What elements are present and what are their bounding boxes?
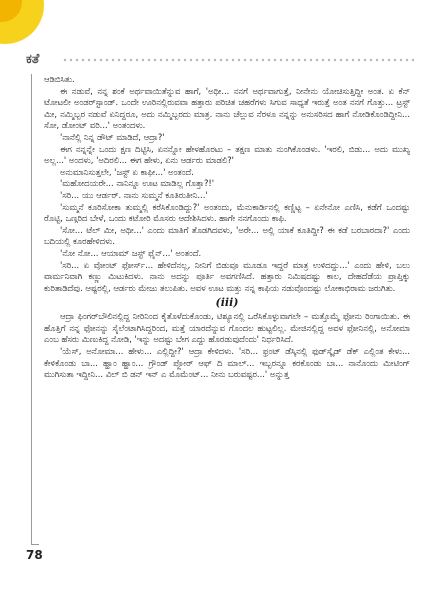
paragraph: 'ಮಹೋದಯರೇ... ನಾನಿನ್ನೂ ಊಟ ಮಾಡಿಲ್ಲ ಗೊತ್ತಾ?!' (60, 178, 215, 189)
paragraphs-after (44, 311, 410, 381)
paragraphs-before (44, 74, 410, 294)
paragraph: 'ಸರಿ... ಯು ಆರ್ಡರ್. ನಾನು ಸುಮ್ಮನೆ ಕೂತಿರುತೀನಿ...' (60, 189, 208, 200)
paragraph: 'ನೋ ನೋ... ಆಯಾಮ್ ಜಸ್ಟ್ ಫೈನ್...' ಅಂತಂದೆ. (60, 247, 202, 258)
margin-rule-end (31, 544, 39, 545)
paragraph: ಆದ್ರಾ ಫಿಂಗರ್‌ಬೌಲಿನಲ್ಲಿದ್ದ ನೀರಿನಿಂದ ಕೈತೊಳೆದುಕೊಂಡು, ಟಿಶ್ಯೂನಲ್ಲಿ ಒರೆಸಿಕೊಳ್ಳುವಾಗಲೇ – ಮತ್ತೊಮ್ಮೆ ಫೋನು ರಿಂಗಾಯಿತು. ಈ ಹೊತ್ತಿಗೆ ನನ್ನ ಫೋನನ್ನು ಸೈಲೆಂಟಾಗಿಸಿದ್ದರಿಂದ, ಮತ್ತೆ ಯಾರದೆನ್ನುವ ಗೊಂದಲ ಹುಟ್ಟಲಿಲ್ಲ. ಮೇಜಿನಲ್ಲಿದ್ದ ಅವಳ ಫೋನಿನಲ್ಲಿ, ಅನೋಮಾ ಎಂಬ ಹೆಸರು ಮಿಣುಕಿದ್ದ ನೋಡಿ, 'ಇನ್ನು ಅದಷ್ಟು ಬೇಗ ಎದ್ದು ಹೊರಡುವುದೆಂದು' ನಿರ್ಧರಿಸಿದೆ. (44, 311, 410, 345)
paragraph: ಅನುಮಾನಿಸುತ್ತಲೇ, 'ಜಸ್ಟ್ ಏ ಕಾಫೀ...' ಅಂತಂದೆ. (60, 166, 194, 177)
margin-rule (31, 74, 32, 544)
page-number: 78 (26, 548, 43, 562)
paragraph: ಈಗ ನನ್ನನ್ನೇ ಒಂದು ಕ್ಷಣ ದಿಟ್ಟಿಸಿ, ಏನನ್ನೋ ಹೇಳಹೊರಟು – ತಕ್ಷಣ ಮಾತು ನುಂಗಿಕೊಂಡಳು. 'ಇರಲಿ, ಬಿಡು... ಅದು ಮುಖ್ಯ ಅಲ್ಲ...' ಅಂದಳು, 'ಅದಿರಲಿ... ಈಗ ಹೇಳು, ಏನು ಆರ್ಡರು ಮಾಡಲಿ?' (44, 143, 410, 166)
paragraph: ಈ ನಡುವೆ, ನನ್ನ ಶಂಕೆ ಅರ್ಥವಾಯಿತೆನ್ನುವ ಹಾಗೆ, 'ಅಥೀ... ನನಗೆ ಅರ್ಥವಾಗುತ್ತೆ, ನೀನೇನು ಯೋಚಿಸುತ್ತಿದ್ದೀ ಅಂತ. ಏ ಕೆನ್ ಟೋಟಲೀ ಅಂಡರ್‌ಸ್ಟಾಂಡ್. ಒಂದೇ ಊರಿನಲ್ಲಿರುವವಾ ಹತ್ತಾರು ಪರಿಚಿತ ಚಹರೆಗಳು ಸಿಗುವ ಸಾಧ್ಯತೆ ಇರುತ್ತೆ ಅಂತ ನನಗೆ ಗೊತ್ತು... ಟ್ರಸ್ಟ್ ಮೀ, ನಮ್ಮಿಬ್ಬರ ನಡುವೆ ಏನಿದ್ದರೂ, ಅದು ನಮ್ಮಿಬ್ಬರದು ಮಾತ್ರ. ನಾನು ಚೆಲ್ಲುವ ನೆರಳೂ ನನ್ನನ್ನು ಅನುಸರಿಸದ ಹಾಗೆ ನೋಡಿಕೊಂಡಿದ್ದೀನಿ... ಸೋ, ಡೋಂಟ್ ವರಿ...' ಅಂತಂದಳು. (44, 85, 410, 131)
paragraph: 'ನಾನೆಲ್ಲಿ ನಿನ್ನ ಡೌಟ್ ಮಾಡಿದೆ, ಆದ್ರಾ?' (60, 131, 165, 142)
paragraph: 'ಯೆಸ್, ಅನೋಮಾ... ಹೇಳು... ಎಲ್ಲಿದ್ದೀ?' ಆದ್ರಾ ಕೇಳಿದಳು. 'ಸರಿ... ಫ್ರಂಟ್ ಡೆಸ್ಕಿನಲ್ಲಿ ಫುಡ್‌ಸ್ಕೈಡ್ ಡೆಕ್ ಎಲ್ಲಿಂತ ಕೇಳು... ಕೇಳಿಕೊಂಡು ಬಾ... ಹ್ಹಾಂ ಹ್ಹಾಂ... ಗ್ರೌಂಡ್ ಪ್ಲೋರ್ ಆಫ್ ದಿ ಮಾಲ್... ಇಬ್ಬರನ್ನೂ ಕರಕೊಂಡು ಬಾ... ನಾನೊಂದು ಮೀಟಿಂಗ್ ಮುಗಿಸುತಾ ಇದ್ದೀನಿ... ವಿಲ್ ಬಿ ಡನ್ ಇನ್ ಎ ಮೊಮೆಂಟ್... ನೀನು ಬರುವಷ್ಟರ...' ಅನ್ನುತ್ತ (44, 346, 410, 380)
dotted-rule (62, 58, 414, 62)
paragraph: 'ಸುಮ್ಮನೆ ಕೂರಿಸೋಕಾ ತುಮ್ಮಲ್ಲಿ ಕರೆಸಿಕೊಂಡಿದ್ದು?' ಅಂತಂದು, ಮೆನುಕಾರ್ಡಿನಲ್ಲಿ ಕಣ್ಣಿಟ್ಟ – ಏನೇನೋ ಎಣಿಸಿ, ಕಡೆಗೆ ಒಂದಷ್ಟು ರೊಟ್ಟಿ, ಒಣ್ಗರಿದ ಬೇಳೆ, ಒಂದು ಕಟೋರಿ ಮೊಸರು ಆದೇಶಿಸಿದಳು. ಹಾಗೇ ನನಗೊಂದು ಕಾಫಿ. (44, 201, 410, 224)
paragraph: 'ಸರಿ... ಏ ವೋಂಟ್ ಫೋರ್ಸ್... ಹೇಳಿದೆನಲ್ಲ, ನೀನಿಗೆ ಬಿಡುವೂ ಮೂಡೂ ಇದ್ದರೆ ಮಾತ್ರ ಉಳಿದದ್ದು...' ಎಂದು ಹೇಳಿ, ಬಲು ವಾರ್ಮನಿವಾಗಿ ಕಣ್ಣು ಮಿಟುಕಿದಳು. ನಾನು ಅದನ್ನು ಪೂರ್ತಿ ಅವಗಣಿಸಿದೆ. ಹತ್ತಾರು ನಿಮಿಷದಷ್ಟು ಕಾಲ, ದೇಹದೆಡೆಯ ಪ್ರಾಪ್ತಿಕ್ಕು ಕುರಿತಾಡಿದೆವು. ಆಷ್ಟರಲ್ಲಿ, ಆರ್ಡರು ಮೇಜು ತಲುಪಿತು. ಅವಳ ಊಟ ಮತ್ತು ನನ್ನ ಕಾಫಿಯ ನಡುವೊಂದಷ್ಟು ಲೋಕಾಭಿರಾಮ ಜರುಗಿತು. (44, 259, 410, 293)
article-body (44, 74, 410, 381)
paragraph: 'ಸೋ... ಟೆಲ್ ಮೀ, ಅಥೀ...' ಎಂದು ಮಾತಿಗೆ ತೊಡಗಿದವಳು, 'ಅರೇ... ಅಲ್ಲಿ ಯಾಕೆ ಕೂತಿದ್ದೀ? ಈ ಕಡೆ ಬರಬಾರದಾ?' ಎಂದು ಬದಿಯಲ್ಲಿ ಕೂರಹೇಳಿದಳು. (44, 224, 410, 247)
section-heading: (iii) (215, 296, 239, 310)
section-label: ಕತೆ (26, 52, 40, 67)
paragraph: ಆಡಿಬಿಸಿತು. (44, 74, 75, 84)
